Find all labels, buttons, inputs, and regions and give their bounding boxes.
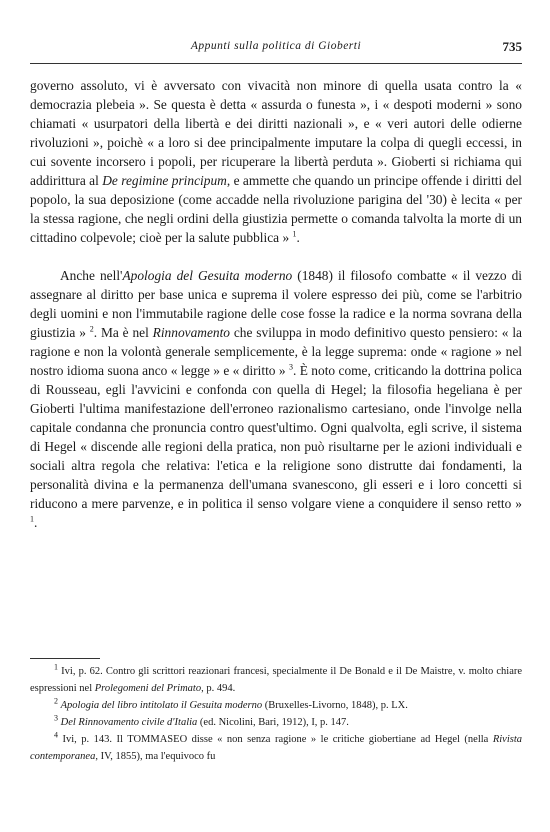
paragraph-1: governo assoluto, vi è avversato con vivacità non minore di quella usata contro la « democrazia plebeia ». Se questa è detta « assurda o funesta », i « despoti moderni » sono chiamati « usurpatori della libertà e dei diritti nazionali », e « veri autori delle odierne rivoluzioni », poichè « a loro si dee principalmente imputare la colpa di quegli eccessi, in cui sovente incorsero i popoli, per ricuperare la libertà perduta ». Gioberti si richiama qui addirittura al De regimine principum, e ammette che quando un principe offende i diritti del popolo, la sua deposizione (come accadde nella rivoluzione parigina del '30) è lecita « per la stessa ragione, che negli ordini della giustizia permette o comanda talvolta la morte di un cittadino colpevole; cioè per la salute pubblica » $^1$. [30,78,522,245]
footnote-4-text-b: , IV, 1855), ma l'equivoco fu [95,751,216,762]
paragraph-2-title-apologia: Apologia del Gesuita moderno [122,268,293,283]
paragraph-2-text-c: . Ma è nel [93,325,153,340]
footnote-2-text: (Bruxelles-Livorno, 1848), p. LX. [262,700,408,711]
footnote-rule [30,658,100,659]
paragraph-1-text-b: , e ammette che quando un principe offende i diritti del popolo, la sua deposizione (come accadde nella rivoluzione parigina del '30) è lecita « per la stessa ragione, che negli ordini della giustizia permette o comanda talvolta la morte di un cittadino colpevole; cioè per la salute pubblica » [30,173,522,245]
footnote-4-number: 4 [54,730,58,740]
page-number: 735 [502,39,522,54]
page-header [30,40,522,60]
paragraph-2-text-b: (1848) il filosofo combatte « il vezzo di assegnare al diritto per base unica e suprema il volere espresso dei più, come se l'arbitrio degli uomini e non l'immutabile ragione delle cose fosse la radice e la norma sovrana della giustizia » [30,268,522,340]
footnote-1-number: 1 [54,662,58,672]
footnote-2 [30,697,522,714]
paragraph-1-text-a: governo assoluto, vi è avversato con vivacità non minore di quella usata contro la « democrazia plebeia ». Se questa è detta « assurda o funesta », i « despoti moderni » sono chiamati « usurpatori della libertà e dei diritti nazionali », e « veri autori delle odierne rivoluzioni », poichè « a loro si dee principalmente imputare la colpa di quegli eccessi, in cui sovente incorsero i popoli, per ricuperare la libertà perduta ». Gioberti si richiama qui addirittura al [30,78,522,188]
footnote-3-title: Del Rinnovamento civile d'Italia [60,717,198,728]
footnote-1-text-b: , p. 494. [201,683,236,694]
paragraph-2-text-a: Anche nell' [60,268,123,283]
footnote-ref-1: 1 [292,229,297,239]
paragraph-2-title-rinnovamento: Rinnovamento [152,325,231,340]
footnote-3 [30,714,522,731]
paragraph-2: Anche nell'Apologia del Gesuita moderno (1848) il filosofo combatte « il vezzo di assegnare al diritto per base unica e suprema il volere espresso dei più, come se l'arbitrio degli uomini e non l'immutabile ragione delle cose fosse la radice e la norma sovrana della giustizia » $^2$. Ma è nel Rinnovamento che sviluppa in modo definitivo questo pensiero: « la ragione e non la volontà generale semplicemente, è la legge suprema: onde « ragione » nel nostro idioma suona anco « legge » e « diritto » $^3$. È noto come, criticando la dottrina polica di Rousseau, egli l'avvicini e confonda con quella di Hegel; la filosofia hegeliana è per Gioberti l'ultima manifestazione dell'erroneo razionalismo cartesiano, onde l'involge nella capitale condanna che pronuncia contro quest'ultimo. Ogni qualvolta, egli scrive, il sistema di Hegel « discende alle regioni della pratica, non può risultarne per le azioni individuali e sociali altra regola che relativa: l'etica e la religione sono distrutte dai fondamenti, la personalità divina e la permanenza dell'umana svanescono, gli esseri e i loro concetti si riducono a mere parvenze, e in politica il senso volgare viene a conquidere il senso retto » $^1$. [30,268,522,530]
footnote-ref-2: 2 [89,324,94,334]
footnote-ref-3: 3 [288,362,293,372]
footnote-4-text-a: Ivi, p. 143. Il TOMMASEO disse « non senza ragione » le critiche giobertiane ad Hegel (nella [62,734,493,745]
paragraph-1-title-de-regimine: De regimine principum [102,173,227,188]
footnote-2-number: 2 [54,696,58,706]
footnote-2-title: Apologia del libro intitolato il Gesuita moderno [60,700,263,711]
paragraph-2-text-d: che sviluppa in modo definitivo questo pensiero: « la ragione e non la volontà generale semplicemente, è la legge suprema: onde « ragione » nel nostro idioma suona anco « legge » e « diritto » [30,325,522,378]
paragraph-2-text-e: . È noto come, criticando la dottrina polica di Rousseau, egli l'avvicini e confonda con quella di Hegel; la filosofia hegeliana è per Gioberti l'ultima manifestazione dell'erroneo razionalismo cartesiano, onde l'involge nella capitale condanna che pronuncia contro quest'ultimo. Ogni qualvolta, egli scrive, il sistema di Hegel « discende alle regioni della pratica, non può risultarne per le azioni individuali e sociali altra regola che relativa: l'etica e la religione sono distrutte dai fondamenti, la personalità divina e la permanenza dell'umana svanescono, gli esseri e i loro concetti si riducono a mere parvenze, e in politica il senso volgare viene a conquidere il senso retto » [30,363,522,511]
footnote-ref-4: 1 [30,514,34,524]
footnote-4-title: Rivista contemporanea [30,734,522,762]
footnote-3-number: 3 [54,713,58,723]
footnote-4 [30,731,522,765]
footnotes [30,663,522,765]
footnote-1-text-a: Ivi, p. 62. Contro gli scrittori reazionari francesi, specialmente il De Bonald e il De Maistre, v. molto chiare espressioni nel [30,666,523,694]
footnote-3-text: (ed. Nicolini, Bari, 1912), I, p. 147. [197,717,349,728]
header-rule [30,63,522,64]
running-title: Appunti sulla politica di Gioberti [190,40,362,52]
footnote-1 [30,663,522,697]
footnote-1-title: Prolegomeni del Primato [94,683,202,694]
body-text [30,76,522,532]
